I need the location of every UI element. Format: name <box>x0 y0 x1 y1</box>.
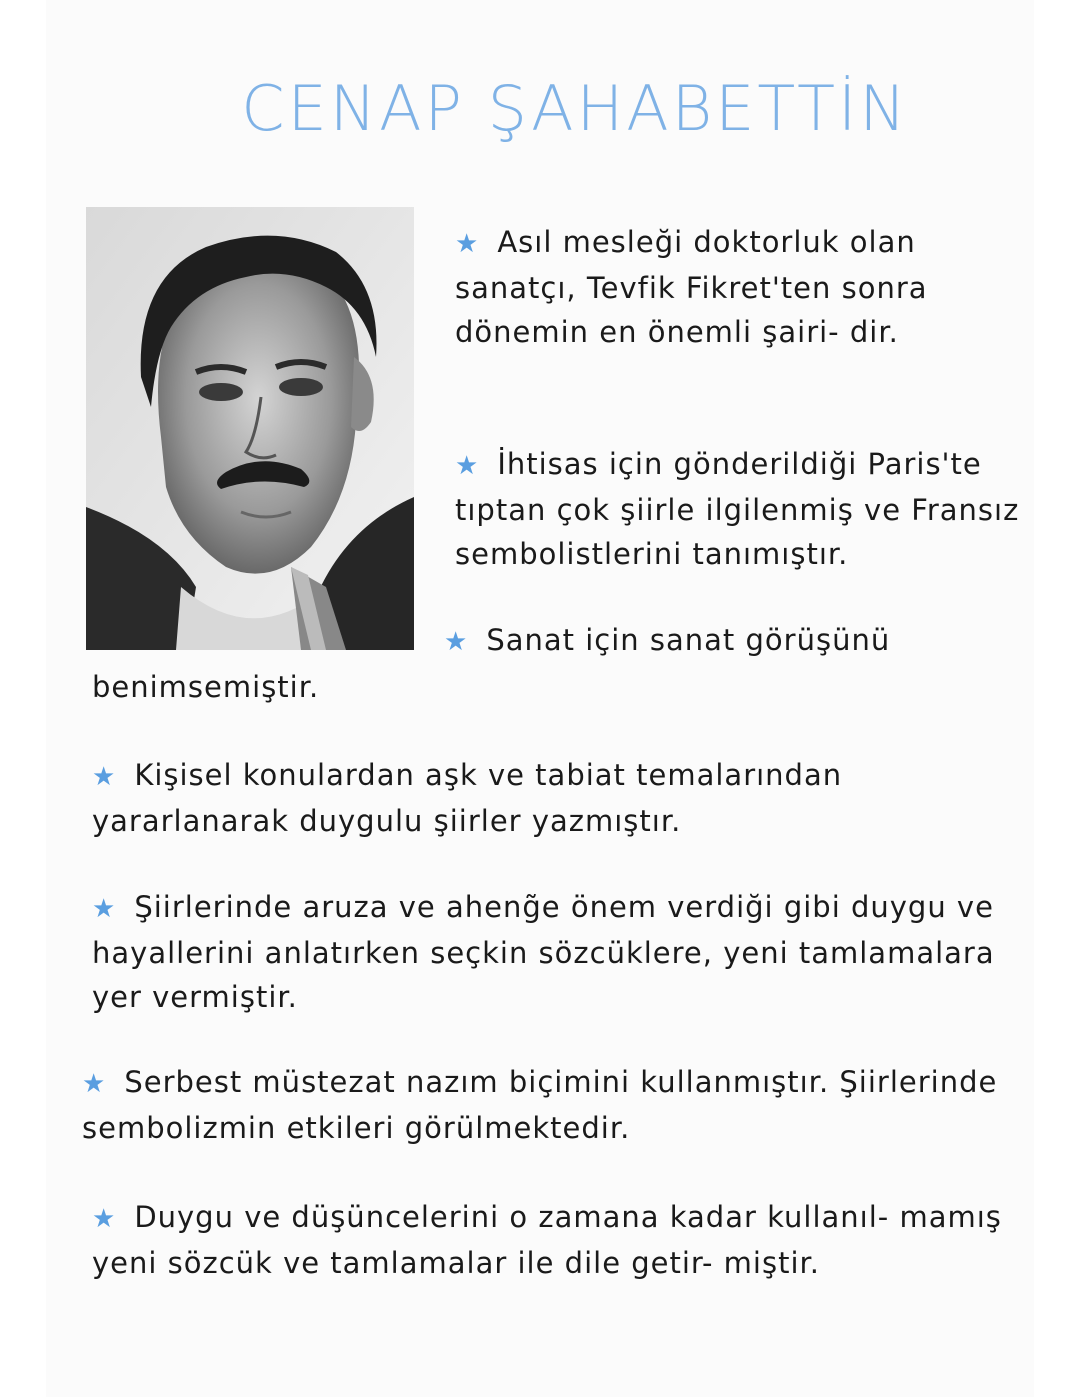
star-icon: ★ <box>82 1069 107 1099</box>
page-title: CENAP ŞAHABETTİN <box>241 72 909 145</box>
paragraph-language <box>92 1195 1032 1285</box>
star-icon: ★ <box>444 627 469 657</box>
portrait-photo <box>86 207 414 650</box>
paragraph-text: Şiirlerinde aruza ve aheng̃e önem verdiği gibi duygu ve hayallerini anlatırken seçkin sözcüklere, yeni tamlamalara yer vermiştir. <box>92 890 995 1014</box>
paragraph-verse-form <box>82 1060 1027 1150</box>
paragraph-paris <box>455 442 1035 576</box>
paragraph-themes <box>92 753 1032 843</box>
paragraph-style <box>92 885 1032 1019</box>
paragraph-art-view-continued: benimsemiştir. <box>92 670 320 704</box>
star-icon: ★ <box>92 894 117 924</box>
paragraph-text: Serbest müstezat nazım biçimini kullanmıştır. Şiirlerinde sembolizmin etkileri görülmektedir. <box>82 1065 998 1145</box>
paragraph-text: Kişisel konulardan aşk ve tabiat temalarından yararlanarak duygulu şiirler yazmıştır. <box>92 758 843 838</box>
star-icon: ★ <box>455 229 480 259</box>
paragraph-text: İhtisas için gönderildiği Paris'te tıptan çok şiirle ilgilenmiş ve Fransız sembolistlerini tanımıştır. <box>455 447 1020 571</box>
star-icon: ★ <box>92 1204 117 1234</box>
star-icon: ★ <box>92 762 117 792</box>
paragraph-art-view <box>444 618 1034 664</box>
paragraph-text: Duygu ve düşüncelerini o zamana kadar kullanıl- mamış yeni sözcük ve tamlamalar ile dile getir- miştir. <box>92 1200 1002 1280</box>
paragraph-text: Sanat için sanat görüşünü <box>486 623 891 657</box>
paragraph-text: Asıl mesleği doktorluk olan sanatçı, Tevfik Fikret'ten sonra dönemin en önemli şairi- dir. <box>455 225 928 349</box>
paragraph-profession <box>455 220 1030 354</box>
star-icon: ★ <box>455 451 480 481</box>
